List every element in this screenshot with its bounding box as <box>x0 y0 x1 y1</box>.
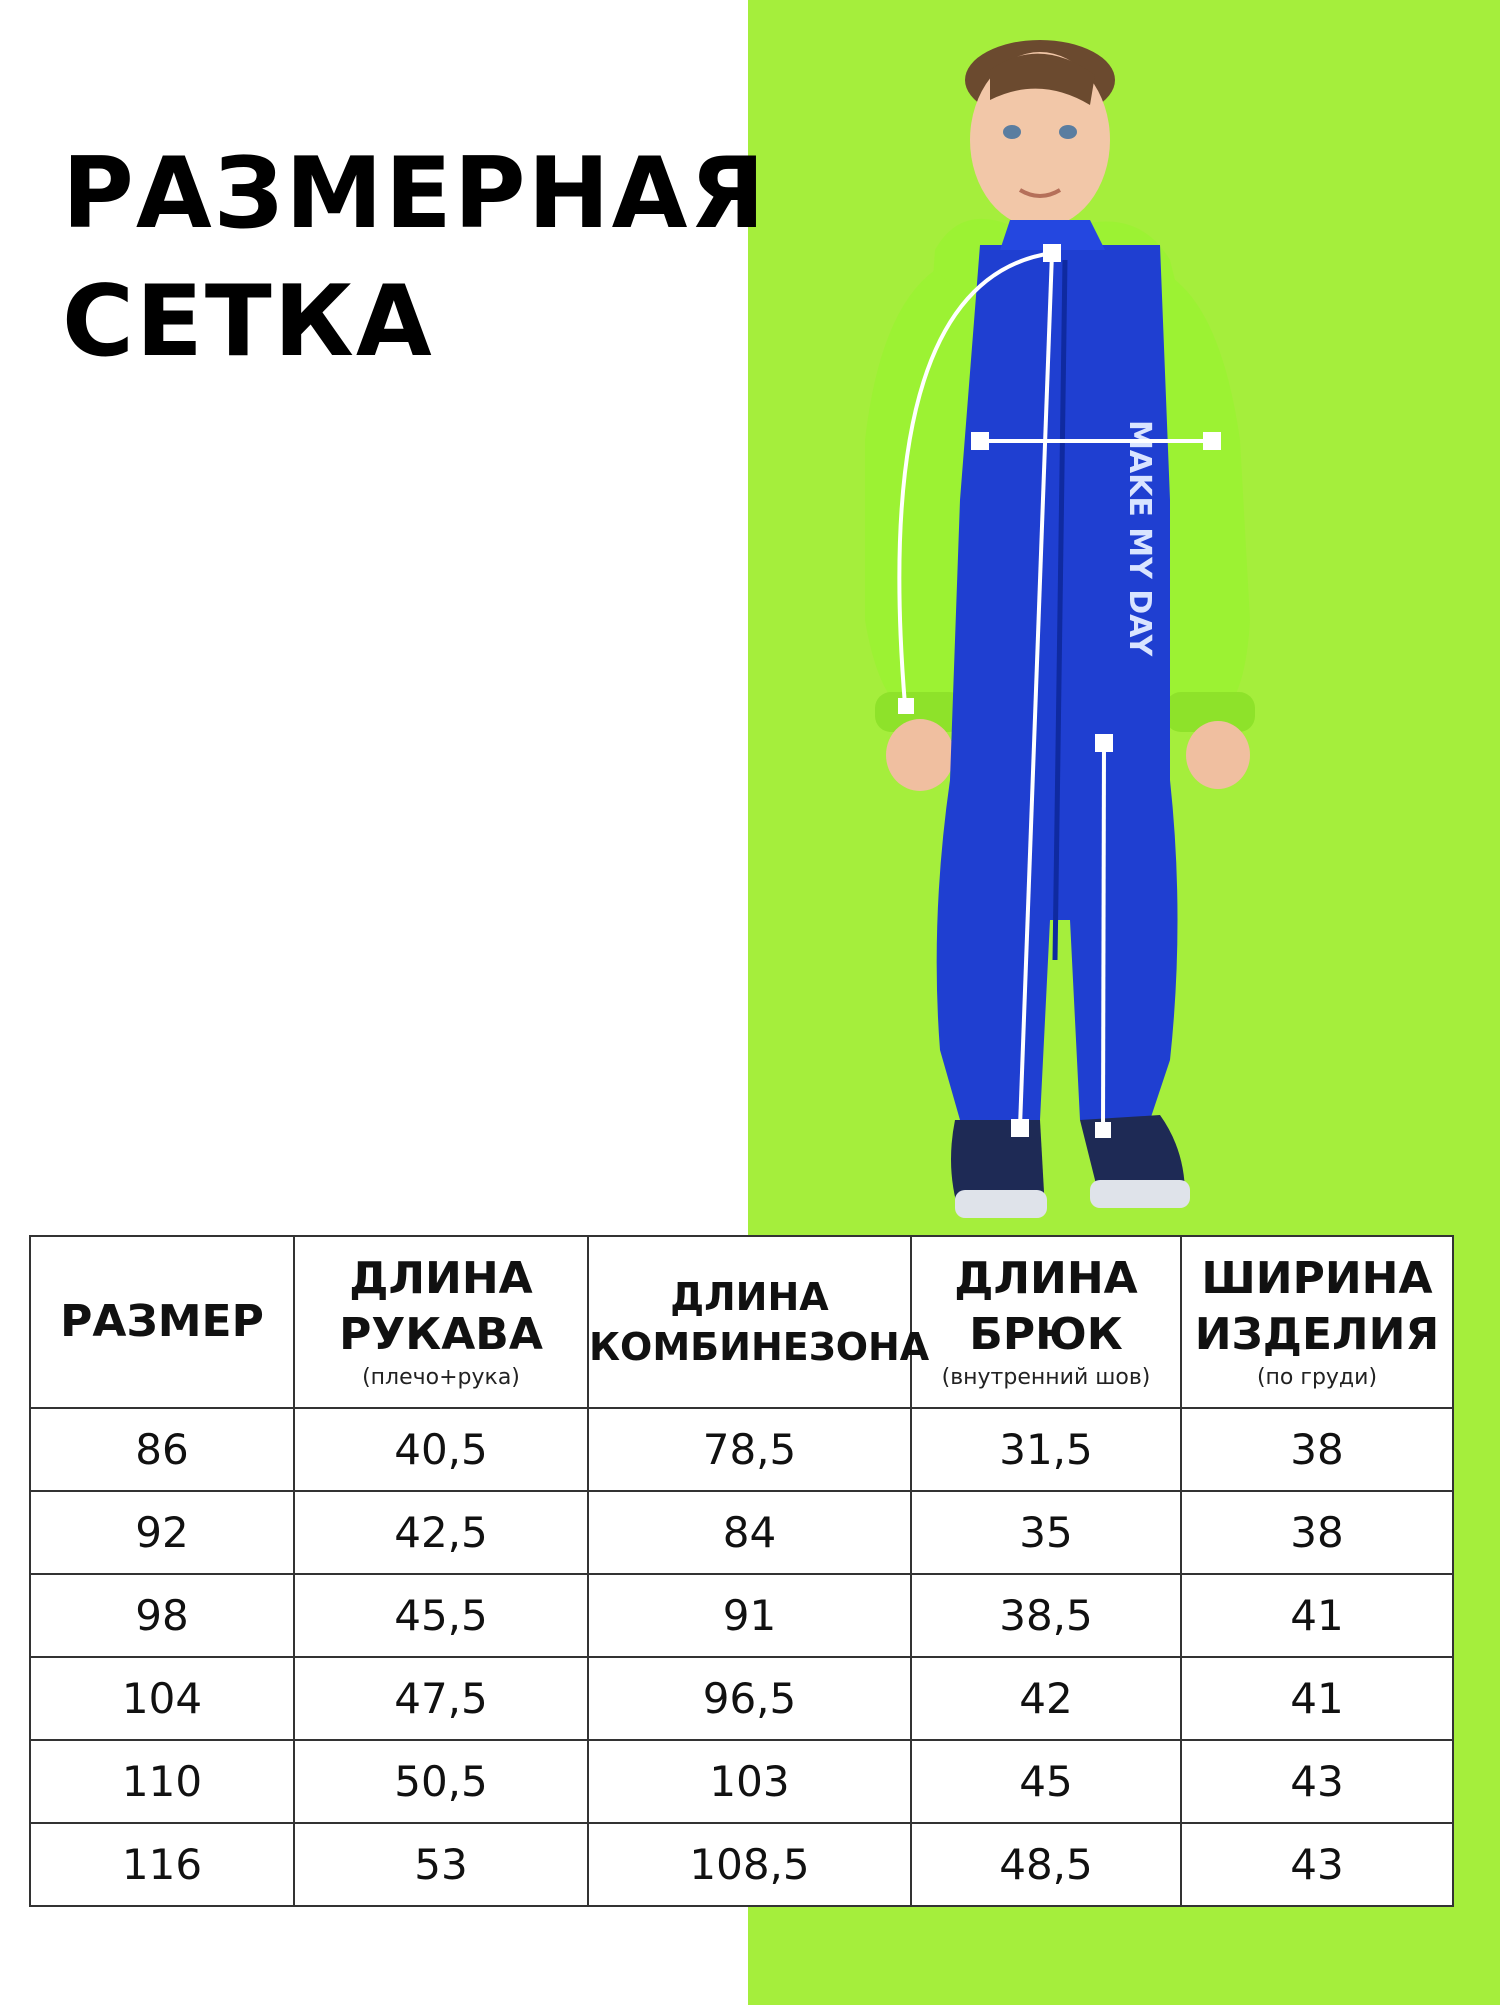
header-garment-width <box>1181 1236 1453 1408</box>
size-chart-table <box>29 1235 1454 1907</box>
cell-garment-width: 38 <box>1181 1491 1453 1574</box>
table-row <box>30 1657 1453 1740</box>
cell-jumpsuit-length: 108,5 <box>588 1823 911 1906</box>
cell-jumpsuit-length: 78,5 <box>588 1408 911 1491</box>
cell-trouser-length: 35 <box>911 1491 1181 1574</box>
header-trouser-length-sub: (внутренний шов) <box>941 1365 1151 1390</box>
cell-trouser-length: 38,5 <box>911 1574 1181 1657</box>
cell-trouser-length: 42 <box>911 1657 1181 1740</box>
cell-size: 104 <box>30 1657 294 1740</box>
cell-size: 116 <box>30 1823 294 1906</box>
title-line-2: СЕТКА <box>62 265 434 379</box>
cell-size: 110 <box>30 1740 294 1823</box>
cell-garment-width: 43 <box>1181 1823 1453 1906</box>
cell-sleeve-length: 40,5 <box>294 1408 588 1491</box>
cell-sleeve-length: 45,5 <box>294 1574 588 1657</box>
header-trouser-length <box>911 1236 1181 1408</box>
cell-sleeve-length: 42,5 <box>294 1491 588 1574</box>
table-header-row <box>30 1236 1453 1408</box>
header-trouser-length-label: ДЛИНА БРЮК <box>954 1253 1138 1360</box>
child-in-jumpsuit-illustration <box>840 20 1320 1230</box>
cell-garment-width: 41 <box>1181 1574 1453 1657</box>
child-head <box>965 40 1115 228</box>
cell-trouser-length: 45 <box>911 1740 1181 1823</box>
cell-garment-width: 41 <box>1181 1657 1453 1740</box>
page-title <box>62 130 767 386</box>
header-garment-width-label: ШИРИНА ИЗДЕЛИЯ <box>1194 1253 1440 1360</box>
header-size-label: РАЗМЕР <box>60 1296 264 1347</box>
cell-trouser-length: 48,5 <box>911 1823 1181 1906</box>
shoes <box>951 1115 1190 1218</box>
cell-jumpsuit-length: 84 <box>588 1491 911 1574</box>
table-row <box>30 1491 1453 1574</box>
cell-size: 92 <box>30 1491 294 1574</box>
cell-garment-width: 38 <box>1181 1408 1453 1491</box>
cell-size: 98 <box>30 1574 294 1657</box>
header-jumpsuit-length-label: ДЛИНА КОМБИНЕЗОНА <box>589 1275 930 1369</box>
header-sleeve-length <box>294 1236 588 1408</box>
cell-jumpsuit-length: 96,5 <box>588 1657 911 1740</box>
header-jumpsuit-length <box>588 1236 930 1408</box>
header-size <box>30 1236 294 1408</box>
cell-trouser-length: 31,5 <box>911 1408 1181 1491</box>
title-line-1: РАЗМЕРНАЯ <box>62 137 767 251</box>
jumpsuit-print-text: MAKE MY DAY <box>1122 420 1157 657</box>
cell-garment-width: 43 <box>1181 1740 1453 1823</box>
cell-sleeve-length: 47,5 <box>294 1657 588 1740</box>
cell-sleeve-length: 53 <box>294 1823 588 1906</box>
header-sleeve-length-sub: (плечо+рука) <box>362 1365 520 1390</box>
cell-sleeve-length: 50,5 <box>294 1740 588 1823</box>
table-row <box>30 1408 1453 1491</box>
table-row <box>30 1740 1453 1823</box>
table-row <box>30 1823 1453 1906</box>
header-garment-width-sub: (по груди) <box>1256 1365 1378 1390</box>
cell-jumpsuit-length: 103 <box>588 1740 911 1823</box>
header-sleeve-length-label: ДЛИНА РУКАВА <box>339 1253 543 1360</box>
cell-size: 86 <box>30 1408 294 1491</box>
cell-jumpsuit-length: 91 <box>588 1574 911 1657</box>
table-row <box>30 1574 1453 1657</box>
